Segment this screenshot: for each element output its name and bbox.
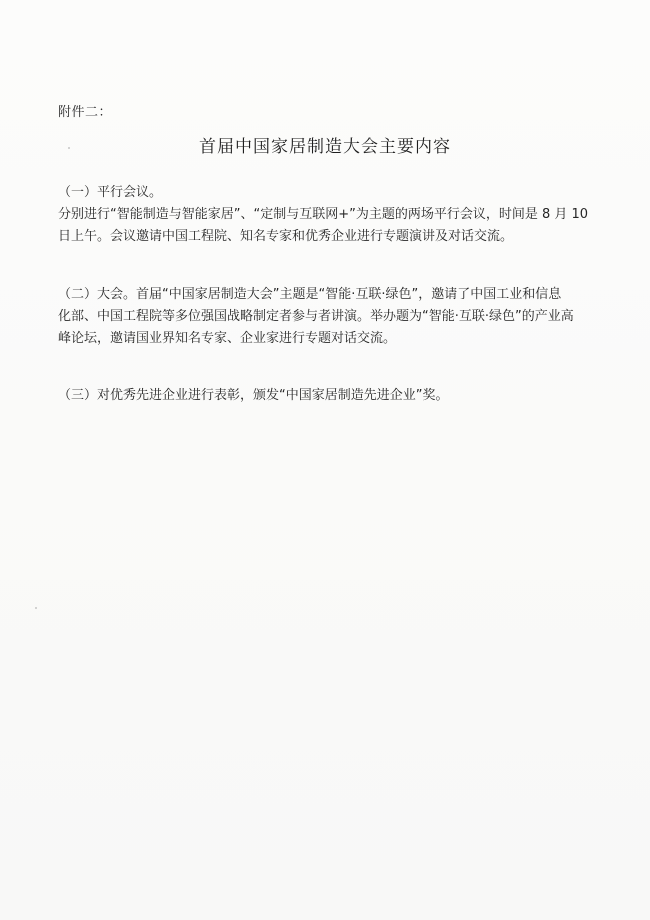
section-body-line: （二）大会。首届“中国家居制造大会”主题是“智能·互联·绿色”，邀请了中国工业和信息 bbox=[58, 287, 562, 302]
section-awards bbox=[58, 385, 598, 407]
attachment-label: 附件二： bbox=[58, 105, 113, 120]
section-parallel-meetings bbox=[58, 182, 598, 248]
section-main-conference bbox=[58, 284, 598, 350]
section-body-line: 峰论坛，邀请国业界知名专家、企业家进行专题对话交流。 bbox=[58, 331, 397, 346]
scan-speck bbox=[35, 607, 37, 609]
section-body-line: 日上午。会议邀请中国工程院、知名专家和优秀企业进行专题演讲及对话交流。 bbox=[58, 229, 514, 244]
section-body-line: 分别进行“智能制造与智能家居”、“定制与互联网+”为主题的两场平行会议，时间是 8 月 10 bbox=[58, 207, 589, 222]
section-body-line: 化部、中国工程院等多位强国战略制定者参与者讲演。举办题为“智能·互联·绿色”的产业高 bbox=[58, 309, 574, 324]
document-title: 首届中国家居制造大会主要内容 bbox=[199, 137, 451, 157]
section-body-line: （三）对优秀先进企业进行表彰，颁发“中国家居制造先进企业”奖。 bbox=[58, 388, 449, 403]
section-heading-line: （一）平行会议。 bbox=[58, 185, 163, 200]
